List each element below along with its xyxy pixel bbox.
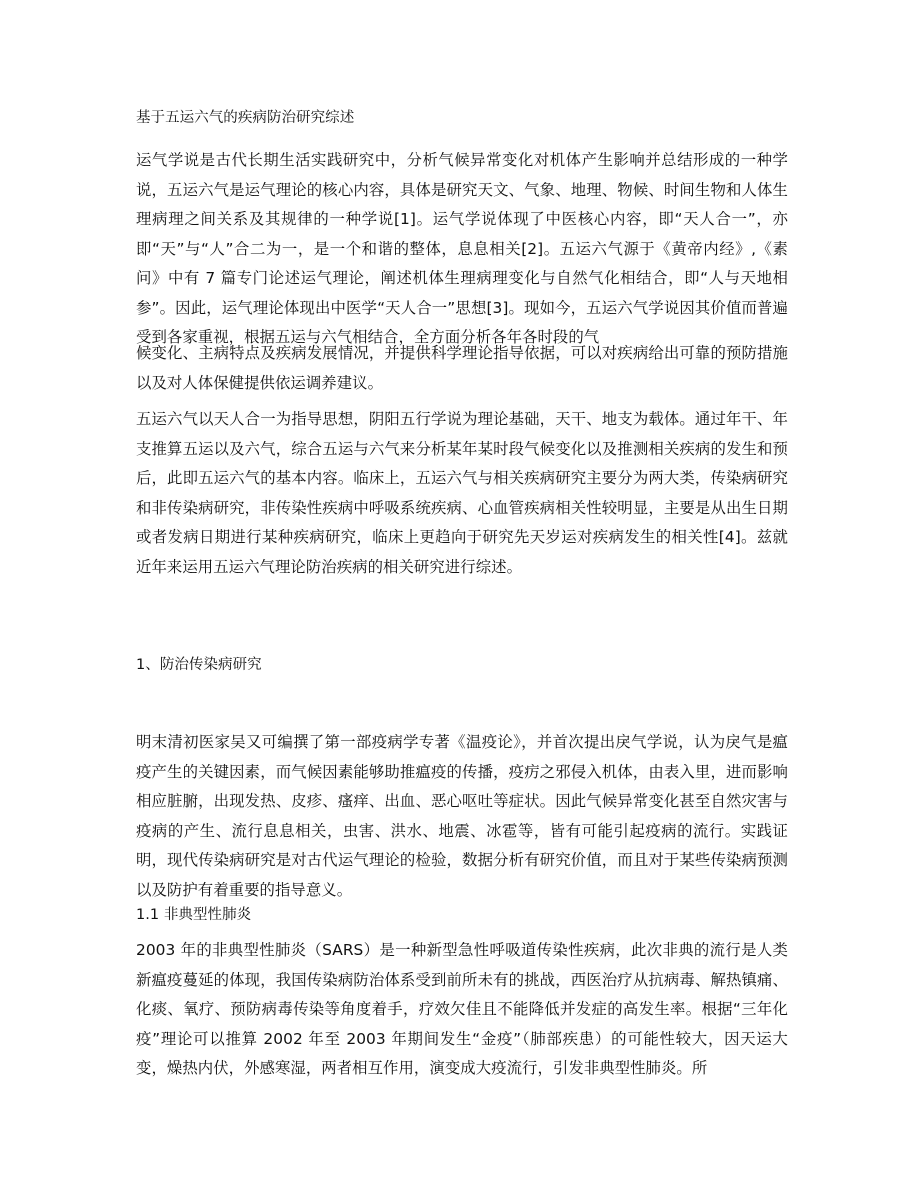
document-title: 基于五运六气的疾病防治研究综述 [136,110,355,126]
section-1-paragraph: 明末清初医家吴又可编撰了第一部疫病学专著《温疫论》，并首次提出戾气学说，认为戾气是瘟疫产生的关键因素，而气候因素能够助推瘟疫的传播，疫疠之邪侵入机体，由表入里，进而影响相应脏腑，出现发热、皮疹、瘙痒、出血、恶心呕吐等症状。因此气候异常变化甚至自然灾害与疫病的产生、流行息息相关，虫害、洪水、地震、冰雹等，皆有可能引起疫病的流行。实践证明，现代传染病研究是对古代运气理论的检验，数据分析有研究价值，而且对于某些传染病预测以及防护有着重要的指导意义。 [136,733,788,899]
section-1-1-paragraph: 2003 年的非典型性肺炎（SARS）是一种新型急性呼吸道传染性疾病，此次非典的流行是人类新瘟疫蔓延的体现，我国传染病防治体系受到前所未有的挑战，西医治疗从抗病毒、解热镇痛、化痰、氧疗、预防病毒传染等角度着手，疗效欠佳且不能降低并发症的高发生率。根据“三年化疫”理论可以推算 2002 年至 2003 年期间发生“金疫”（肺部疾患）的可能性较大，因天运大变，燥热内伏，外感寒湿，两者相互作用，演变成大疫流行，引发非典型性肺炎。所 [136,941,788,1077]
intro-paragraph-1-continued: 候变化、主病特点及疾病发展情况，并提供科学理论指导依据，可以对疾病给出可靠的预防措施以及对人体保健提供依运调养建议。 [136,344,788,392]
section-heading-1-1: 1.1 非典型性肺炎 [136,907,252,923]
intro-paragraph-1: 运气学说是古代长期生活实践研究中，分析气候异常变化对机体产生影响并总结形成的一种学说，五运六气是运气理论的核心内容，具体是研究天文、气象、地理、物候、时间生物和人体生理病理之间关系及其规律的一种学说[1]。运气学说体现了中医核心内容，即“天人合一”，亦即“天”与“人”合二为一，是一个和谐的整体，息息相关[2]。五运六气源于《黄帝内经》,《素问》中有 7 篇专门论述运气理论，阐述机体生理病理变化与自然气化相结合，即“人与天地相参”。因此，运气理论体现出中医学“天人合一”思想[3]。现如今，五运六气学说因其价值而普遍受到各家重视，根据五运与六气相结合，全方面分析各年各时段的气 [136,151,788,346]
section-heading-1: 1、防治传染病研究 [136,657,262,673]
intro-paragraph-2: 五运六气以天人合一为指导思想，阴阳五行学说为理论基础，天干、地支为载体。通过年干、年支推算五运以及六气，综合五运与六气来分析某年某时段气候变化以及推测相关疾病的发生和预后，此即五运六气的基本内容。临床上，五运六气与相关疾病研究主要分为两大类，传染病研究和非传染病研究，非传染性疾病中呼吸系统疾病、心血管疾病相关性较明显，主要是从出生日期或者发病日期进行某种疾病研究，临床上更趋向于研究先天岁运对疾病发生的相关性[4]。兹就近年来运用五运六气理论防治疾病的相关研究进行综述。 [136,410,788,576]
